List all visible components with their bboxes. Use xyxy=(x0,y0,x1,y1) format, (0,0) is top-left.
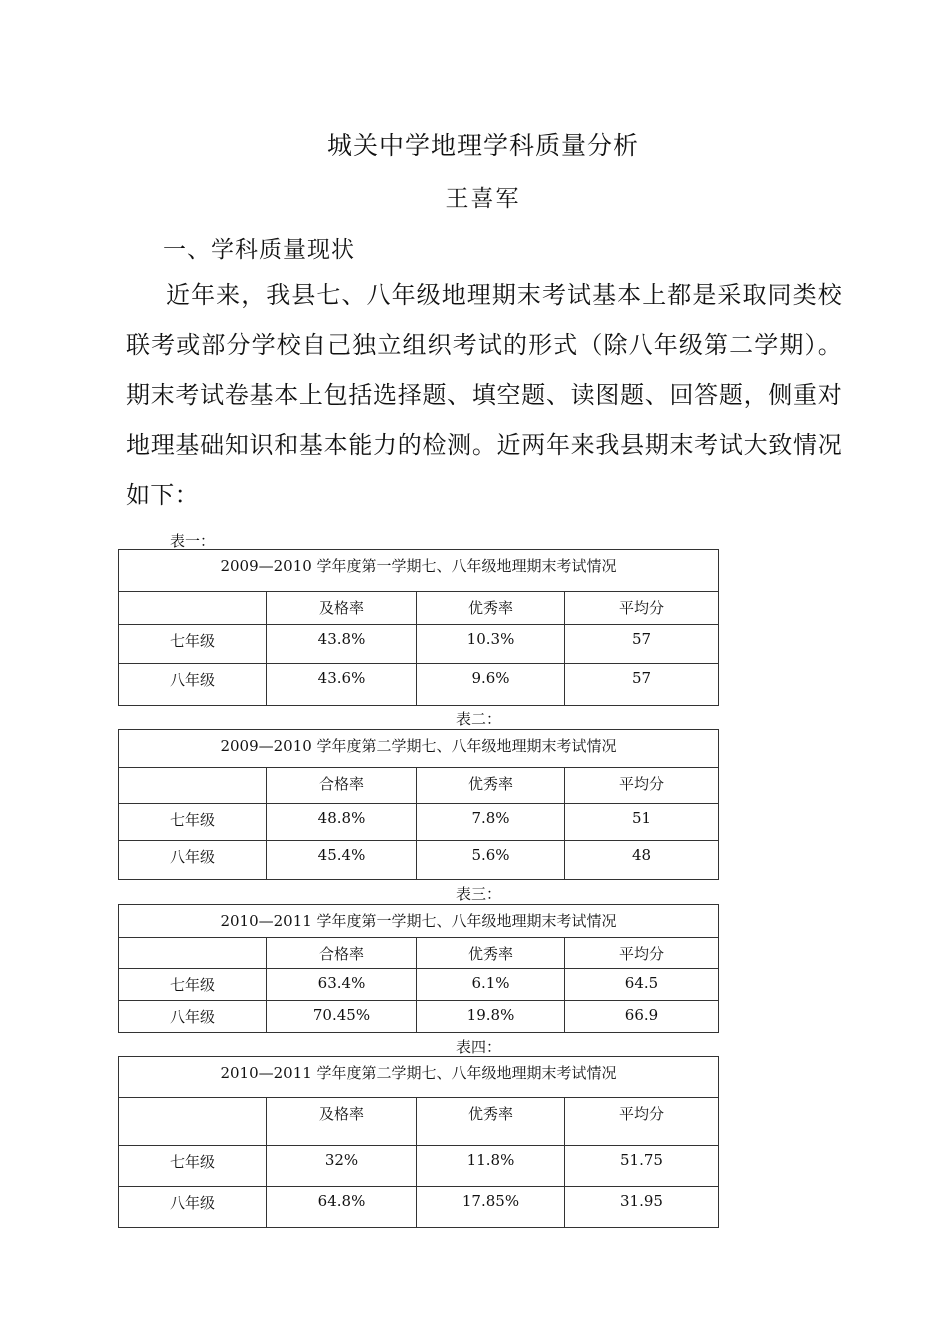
table-cell: 48 xyxy=(565,841,719,880)
column-header: 合格率 xyxy=(267,768,417,804)
document-title: 城关中学地理学科质量分析 xyxy=(326,131,639,160)
table-cell: 48.8% xyxy=(267,804,417,841)
row-label: 七年级 xyxy=(119,804,267,841)
table-cell: 7.8% xyxy=(417,804,565,841)
column-header xyxy=(119,938,267,969)
column-header: 优秀率 xyxy=(417,592,565,625)
table-cell: 32% xyxy=(267,1146,417,1187)
row-label: 七年级 xyxy=(119,1146,267,1187)
column-header xyxy=(119,1098,267,1146)
table-cell: 45.4% xyxy=(267,841,417,880)
table-row xyxy=(119,969,719,1001)
table-cell: 31.95 xyxy=(565,1187,719,1228)
table-row xyxy=(119,1146,719,1187)
exam-table-1 xyxy=(118,549,719,706)
column-header: 及格率 xyxy=(267,1098,417,1146)
table-caption: 表二： xyxy=(456,710,502,728)
row-label: 七年级 xyxy=(119,969,267,1001)
table-cell: 70.45% xyxy=(267,1001,417,1033)
exam-table-3 xyxy=(118,904,719,1033)
table-cell: 43.8% xyxy=(267,625,417,664)
column-header: 平均分 xyxy=(565,938,719,969)
table-heading: 2010—2011 学年度第二学期七、八年级地理期末考试情况 xyxy=(119,1057,719,1098)
row-label: 八年级 xyxy=(119,1187,267,1228)
column-header: 合格率 xyxy=(267,938,417,969)
table-cell: 10.3% xyxy=(417,625,565,664)
column-header: 平均分 xyxy=(565,592,719,625)
exam-table-4 xyxy=(118,1056,719,1228)
table-cell: 51 xyxy=(565,804,719,841)
table-cell: 5.6% xyxy=(417,841,565,880)
table-cell: 64.8% xyxy=(267,1187,417,1228)
table-cell: 57 xyxy=(565,664,719,706)
column-header: 优秀率 xyxy=(417,1098,565,1146)
table-caption: 表四： xyxy=(456,1038,502,1056)
table-heading: 2009—2010 学年度第一学期七、八年级地理期末考试情况 xyxy=(119,550,719,592)
row-label: 八年级 xyxy=(119,664,267,706)
exam-table-2 xyxy=(118,729,719,880)
author-name: 王喜军 xyxy=(445,186,521,212)
table-cell: 9.6% xyxy=(417,664,565,706)
table-row xyxy=(119,1001,719,1033)
table-heading: 2009—2010 学年度第二学期七、八年级地理期末考试情况 xyxy=(119,730,719,768)
table-cell: 63.4% xyxy=(267,969,417,1001)
row-label: 八年级 xyxy=(119,841,267,880)
table-cell: 57 xyxy=(565,625,719,664)
table-row xyxy=(119,804,719,841)
column-header: 优秀率 xyxy=(417,768,565,804)
column-header xyxy=(119,768,267,804)
table-cell: 6.1% xyxy=(417,969,565,1001)
table-cell: 17.85% xyxy=(417,1187,565,1228)
table-cell: 66.9 xyxy=(565,1001,719,1033)
table-row xyxy=(119,1187,719,1228)
table-cell: 64.5 xyxy=(565,969,719,1001)
section-heading: 一、学科质量现状 xyxy=(163,237,355,263)
row-label: 八年级 xyxy=(119,1001,267,1033)
table-row xyxy=(119,841,719,880)
row-label: 七年级 xyxy=(119,625,267,664)
table-cell: 51.75 xyxy=(565,1146,719,1187)
table-row xyxy=(119,625,719,664)
column-header: 平均分 xyxy=(565,768,719,804)
column-header xyxy=(119,592,267,625)
table-heading: 2010—2011 学年度第一学期七、八年级地理期末考试情况 xyxy=(119,905,719,938)
column-header: 优秀率 xyxy=(417,938,565,969)
table-cell: 19.8% xyxy=(417,1001,565,1033)
table-cell: 43.6% xyxy=(267,664,417,706)
column-header: 及格率 xyxy=(267,592,417,625)
table-cell: 11.8% xyxy=(417,1146,565,1187)
table-caption: 表三： xyxy=(456,885,502,903)
table-row xyxy=(119,664,719,706)
table-caption: 表一： xyxy=(170,532,216,550)
intro-paragraph: 近年来，我县七、八年级地理期末考试基本上都是采取同类校联考或部分学校自己独立组织考试的形式（除八年级第二学期）。期末考试卷基本上包括选择题、填空题、读图题、回答题，侧重对地理基础知识和基本能力的检测。近两年来我县期末考试大致情况如下： xyxy=(126,281,842,509)
column-header: 平均分 xyxy=(565,1098,719,1146)
